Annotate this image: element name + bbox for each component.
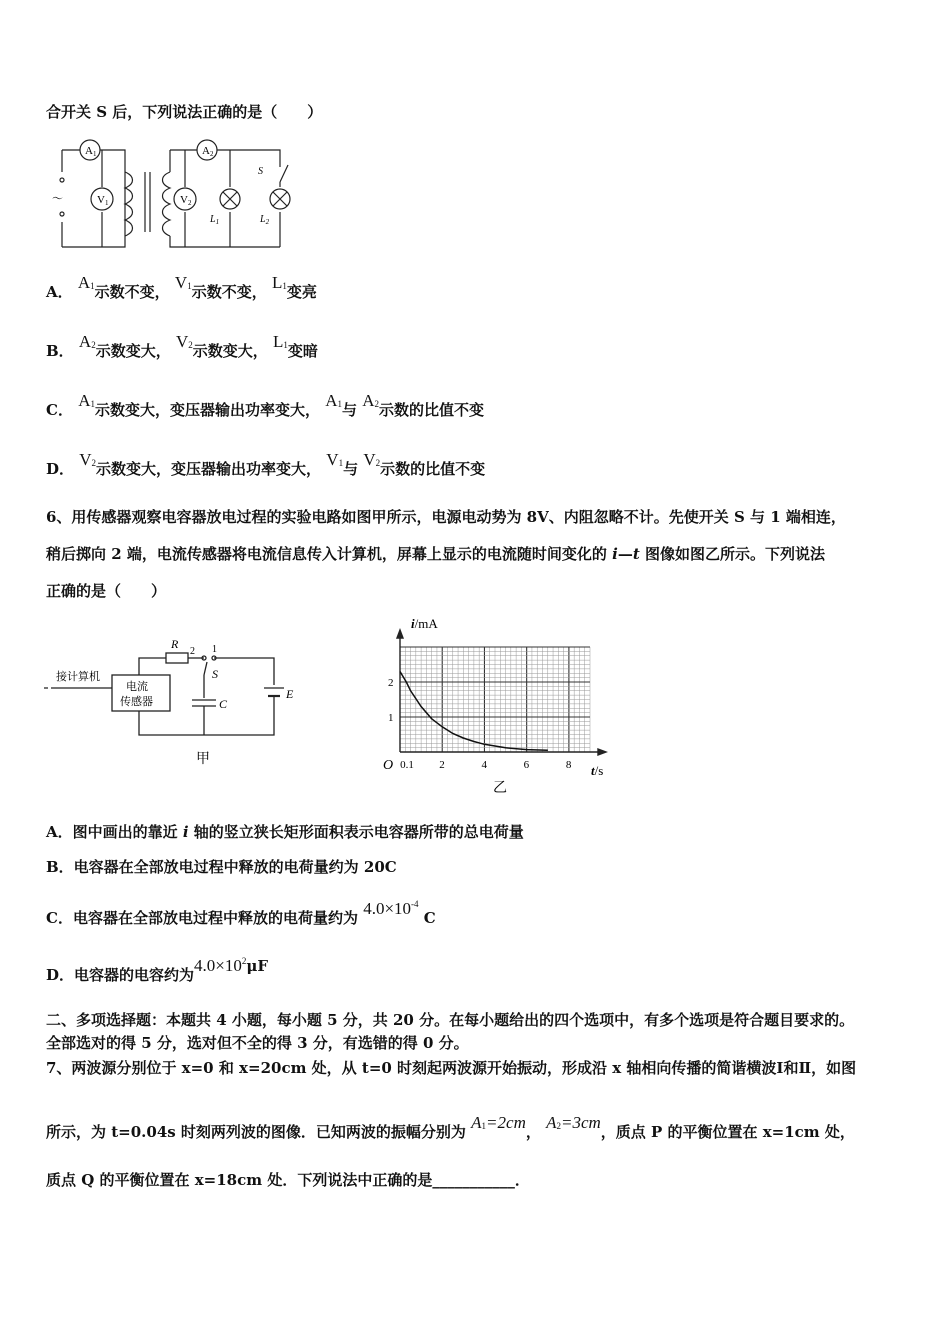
chart-caption: 乙: [493, 781, 507, 796]
switch-s-label: S: [212, 667, 218, 681]
battery-e-label: E: [286, 687, 294, 701]
q6-stem-line3: 正确的是（ ）: [46, 582, 167, 600]
v1-meter-label: V1: [97, 194, 109, 207]
q7-stem-line2: 所示，为 t=0.04s 时刻两列波的图像．已知两波的振幅分别为 A1=2cm， A2=3cm，质点 P 的平衡位置在 x=1cm 处，: [46, 1113, 855, 1141]
to-computer-label: 接计算机: [56, 671, 100, 683]
sensor-label-line2: 传感器: [120, 696, 153, 708]
switch-s-label: S: [258, 166, 263, 177]
section2-heading-line1: 二、多项选择题：本题共 4 小题，每小题 5 分，共 20 分。在每小题给出的四个选项中，有多个选项是符合题目要求的。: [46, 1011, 855, 1029]
chart-y-tick-label: 2: [388, 677, 394, 689]
transformer-circuit-figure: [40, 132, 310, 257]
q6-stem-line2: 稍后掷向 2 端，电流传感器将电流信息传入计算机，屏幕上显示的电流随时间变化的 i—t 图像如图乙所示。下列说法: [46, 545, 825, 563]
q5-option-d: D． V2示数变大，变压器输出功率变大， V1与 V2示数的比值不变: [46, 450, 486, 478]
q6-option-c: C．电容器在全部放电过程中释放的电荷量约为 $4.0\times 10^{-4}$ C: [46, 899, 436, 927]
chart-x-axis-label: t/s: [591, 763, 604, 778]
q6-option-a: A．图中画出的靠近 i 轴的竖立狭长矩形面积表示电容器所带的总电荷量: [46, 823, 524, 841]
chart-x-tick-label: 2: [439, 759, 445, 771]
chart-x-tick-label: 8: [565, 759, 572, 771]
q5-intro: 合开关 S 后，下列说法正确的是（ ）: [46, 103, 323, 121]
chart-y-axis-arrow: [397, 630, 403, 638]
l2-lamp-label: $L_2$: [260, 214, 270, 226]
q6-option-d: D．电容器的电容约为$4.0\times 10^2\mu F$: [46, 956, 268, 984]
v2-meter-label: V2: [180, 194, 192, 207]
resistor-r-label: R: [171, 637, 179, 651]
capacitor-circuit-figure: [44, 630, 314, 780]
circuit-caption: 甲: [196, 752, 210, 767]
chart-y-tick-label: 1: [388, 712, 394, 724]
ac-source-symbol: ～: [52, 193, 63, 205]
terminal-1-label: 1: [212, 644, 217, 655]
q5-option-c: C． A1示数变大，变压器输出功率变大， A1与 A2示数的比值不变: [46, 391, 485, 419]
chart-x-axis-arrow: [598, 749, 606, 755]
section2-heading-line2: 全部选对的得 5 分，选对但不全的得 3 分，有选错的得 0 分。: [46, 1034, 469, 1052]
a2-meter-label: A2: [202, 145, 214, 158]
chart-origin-label: O: [383, 758, 394, 773]
terminal-2-label: 2: [190, 646, 195, 657]
q5-option-a: A． A1示数不变， V1示数不变， L1变亮: [46, 273, 317, 301]
chart-x-tick-label: 0.1: [400, 759, 414, 771]
chart-x-tick-label: 6: [523, 759, 530, 771]
q5-option-b: B． A2示数变大， V2示数变大， L1变暗: [46, 332, 318, 360]
q6-option-b: B．电容器在全部放电过程中释放的电荷量约为 20C: [46, 858, 397, 876]
chart-y-axis-label: i/mA: [411, 616, 438, 631]
q6-stem-line1: 6、用传感器观察电容器放电过程的实验电路如图甲所示，电源电动势为 8V、内阻忽略不计。先使开关 S 与 1 端相连，: [46, 508, 846, 526]
a1-meter-label: A1: [85, 145, 97, 158]
current-time-chart: [375, 612, 625, 797]
chart-x-tick-label: 4: [481, 759, 487, 771]
l1-lamp-label: $L_1$: [210, 214, 220, 226]
q7-stem-line1: 7、两波源分别位于 x=0 和 x=20cm 处，从 t=0 时刻起两波源开始振动，形成沿 x 轴相向传播的简谐横波Ⅰ和Ⅱ，如图: [46, 1059, 857, 1077]
sensor-label-line1: 电流: [126, 681, 148, 693]
q7-stem-line3: 质点 Q 的平衡位置在 x=18cm 处．下列说法中正确的是___________．: [46, 1171, 530, 1189]
capacitor-c-label: C: [219, 697, 228, 711]
